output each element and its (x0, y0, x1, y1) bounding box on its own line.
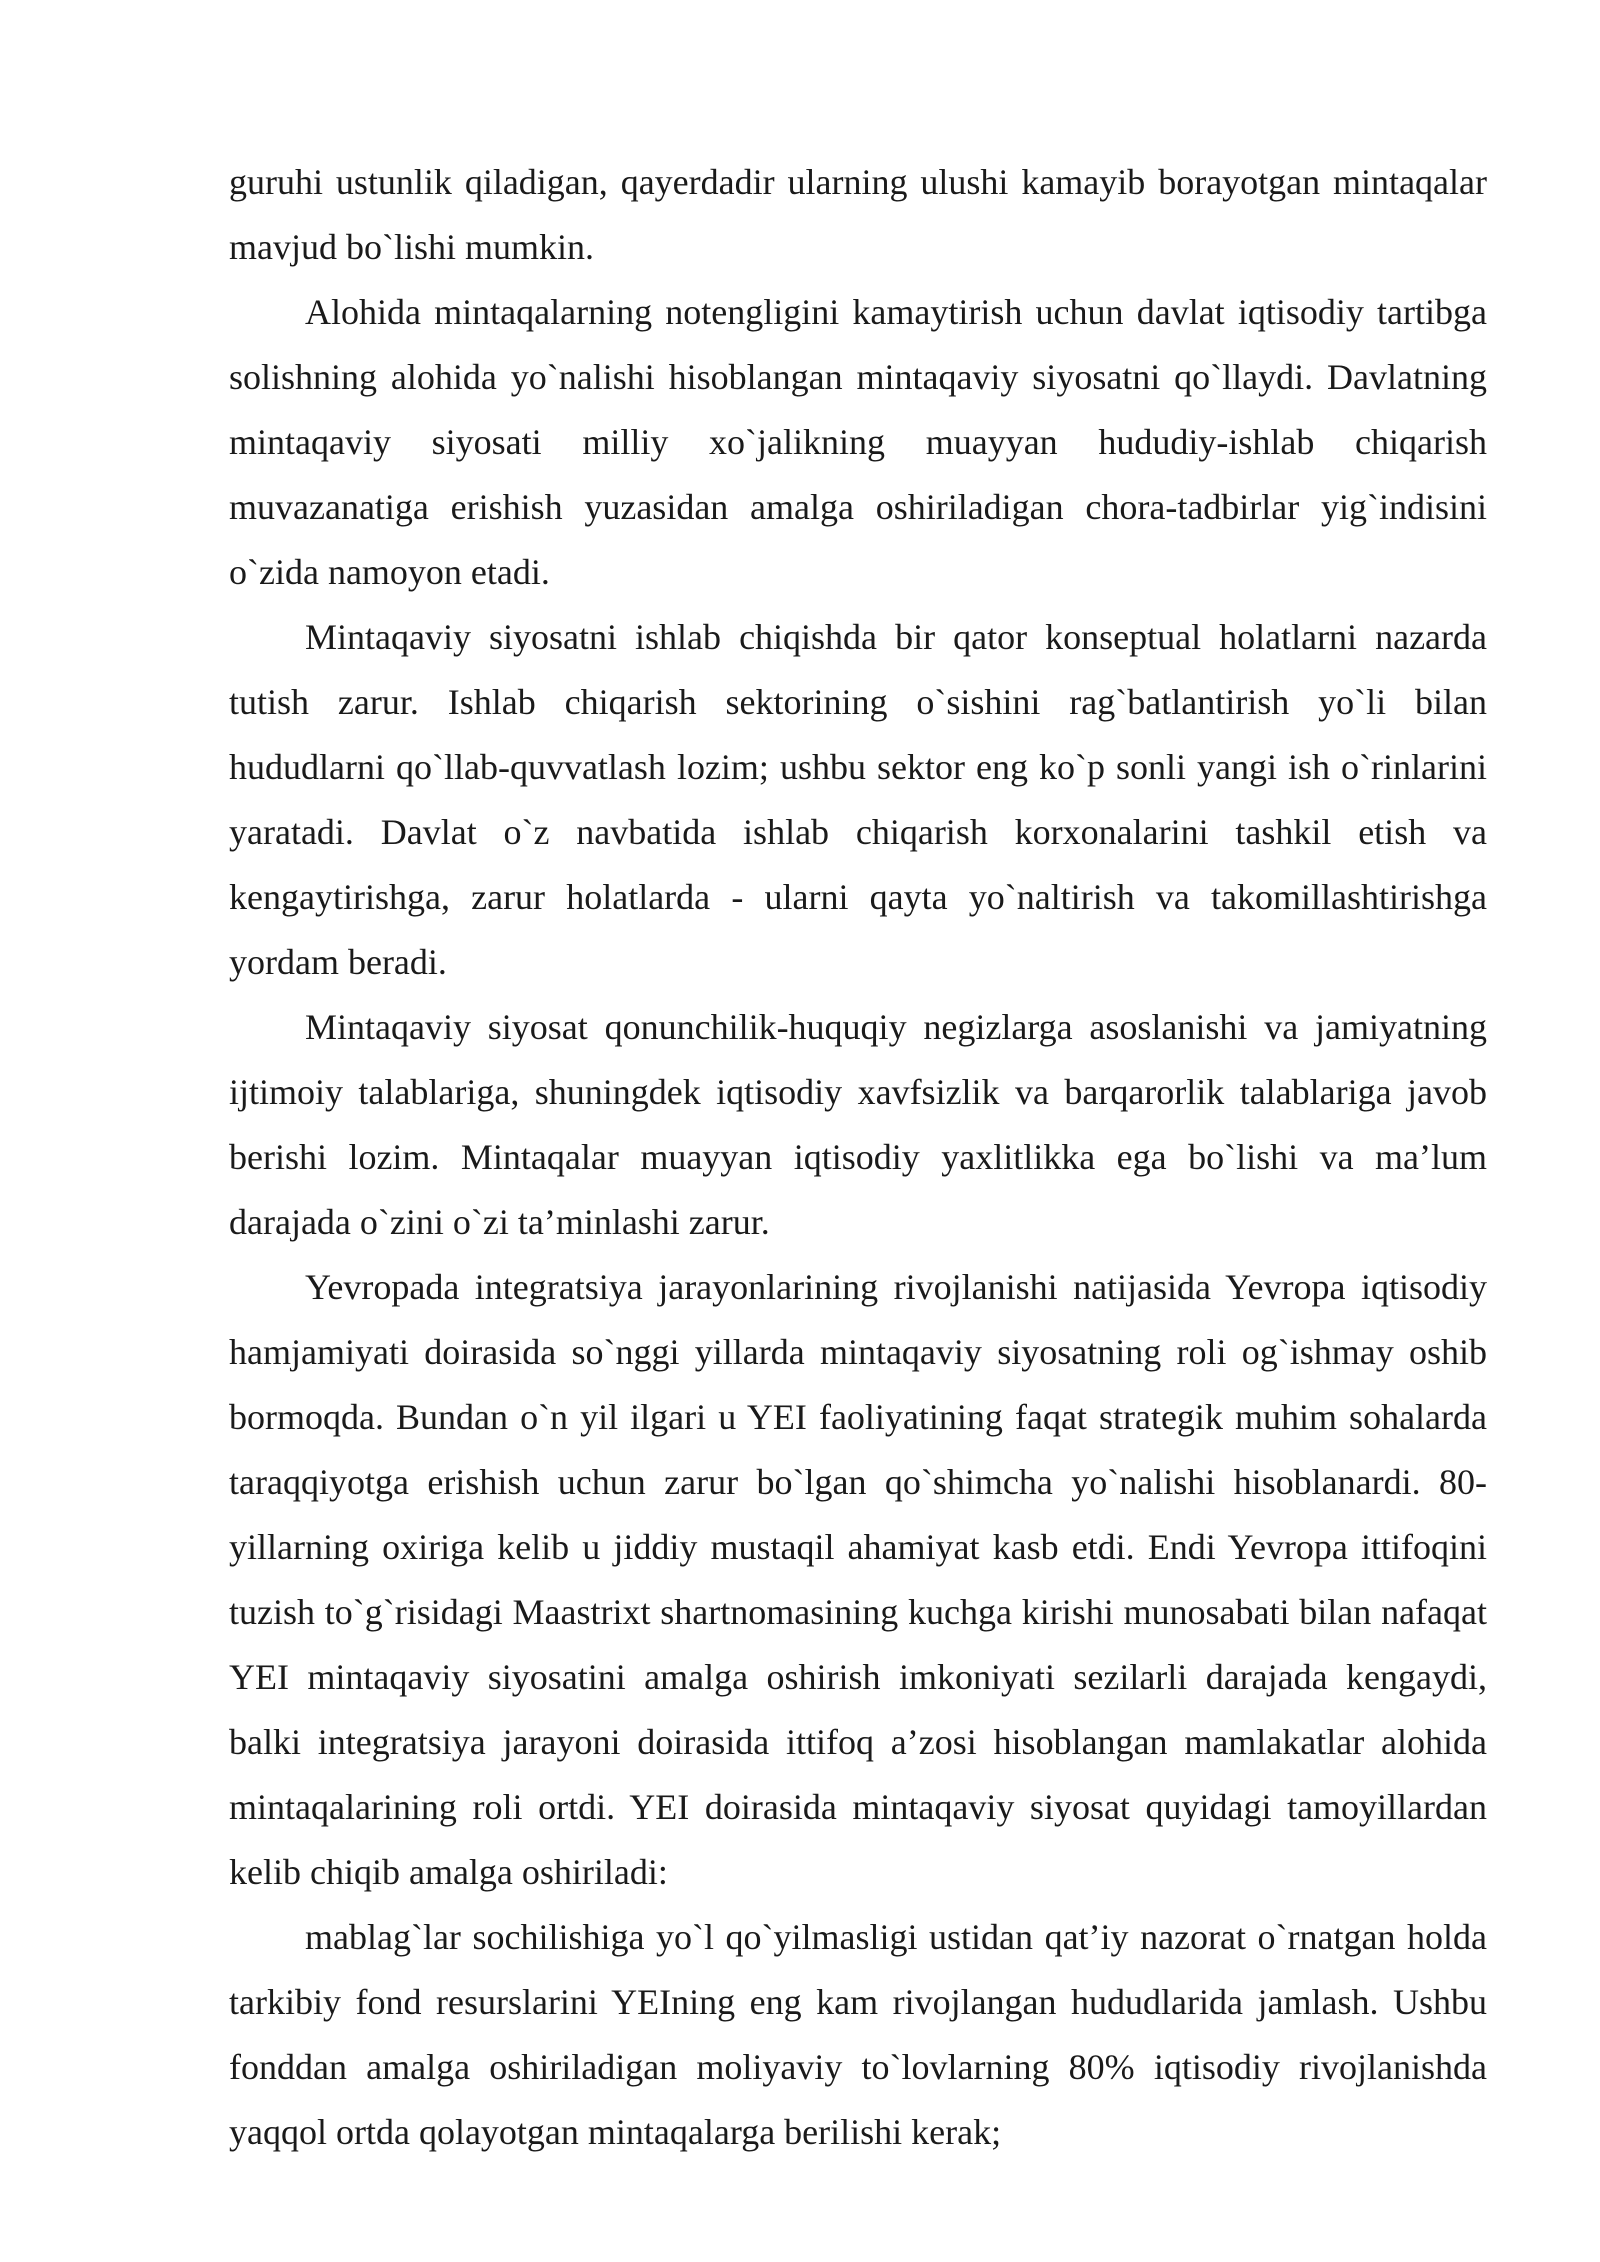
paragraph-european-integration: Yevropada integratsiya jarayonlarining rivojlanishi natijasida Yevropa iqtisodiy hamjamiyati doirasida so`nggi yillarda mintaqaviy siyosatning roli og`ishmay oshib bormoqda. Bundan o`n yil ilgari u YEI faoliyatining faqat strategik muhim sohalarda taraqqiyotga erishish uchun zarur bo`lgan qo`shimcha yo`nalishi hisoblanardi. 80-yillarning oxiriga kelib u jiddiy mustaqil ahamiyat kasb etdi. Endi Yevropa ittifoqini tuzish to`g`risidagi Maastrixt shartnomasining kuchga kirishi munosabati bilan nafaqat YEI mintaqaviy siyosatini amalga oshirish imkoniyati sezilarli darajada kengaydi, balki integratsiya jarayoni doirasida ittifoq a’zosi hisoblangan mamlakatlar alohida mintaqalarining roli ortdi. YEI doirasida mintaqaviy siyosat quyidagi tamoyillardan kelib chiqib amalga oshiriladi: (229, 1267, 1487, 1892)
paragraph-continuation: guruhi ustunlik qiladigan, qayerdadir ularning ulushi kamayib borayotgan mintaqalar mavjud bo`lishi mumkin. (229, 162, 1487, 267)
document-body (229, 150, 1487, 2165)
paragraph-conceptual-provisions: Mintaqaviy siyosatni ishlab chiqishda bir qator konseptual holatlarni nazarda tutish zarur. Ishlab chiqarish sektorining o`sishini rag`batlantirish yo`li bilan hududlarni qo`llab-quvvatlash lozim; ushbu sektor eng ko`p sonli yangi ish o`rinlarini yaratadi. Davlat o`z navbatida ishlab chiqarish korxonalarini tashkil etish va kengaytirishga, zarur holatlarda - ularni qayta yo`naltirish va takomillashtirishga yordam beradi. (229, 617, 1487, 982)
paragraph-legal-foundations: Mintaqaviy siyosat qonunchilik-huquqiy negizlarga asoslanishi va jamiyatning ijtimoiy talablariga, shuningdek iqtisodiy xavfsizlik va barqarorlik talablariga javob berishi lozim. Mintaqalar muayyan iqtisodiy yaxlitlikka ega bo`lishi va ma’lum darajada o`zini o`zi ta’minlashi zarur. (229, 1007, 1487, 1242)
paragraph-regional-inequality: Alohida mintaqalarning notengligini kamaytirish uchun davlat iqtisodiy tartibga solishning alohida yo`nalishi hisoblangan mintaqaviy siyosatni qo`llaydi. Davlatning mintaqaviy siyosati milliy xo`jalikning muayyan hududiy-ishlab chiqarish muvazanatiga erishish yuzasidan amalga oshiriladigan chora-tadbirlar yig`indisini o`zida namoyon etadi. (229, 292, 1487, 592)
paragraph-fund-resources: mablag`lar sochilishiga yo`l qo`yilmasligi ustidan qat’iy nazorat o`rnatgan holda tarkibiy fond resurslarini YEIning eng kam rivojlangan hududlarida jamlash. Ushbu fonddan amalga oshiriladigan moliyaviy to`lovlarning 80% iqtisodiy rivojlanishda yaqqol ortda qolayotgan mintaqalarga berilishi kerak; (229, 1917, 1487, 2152)
